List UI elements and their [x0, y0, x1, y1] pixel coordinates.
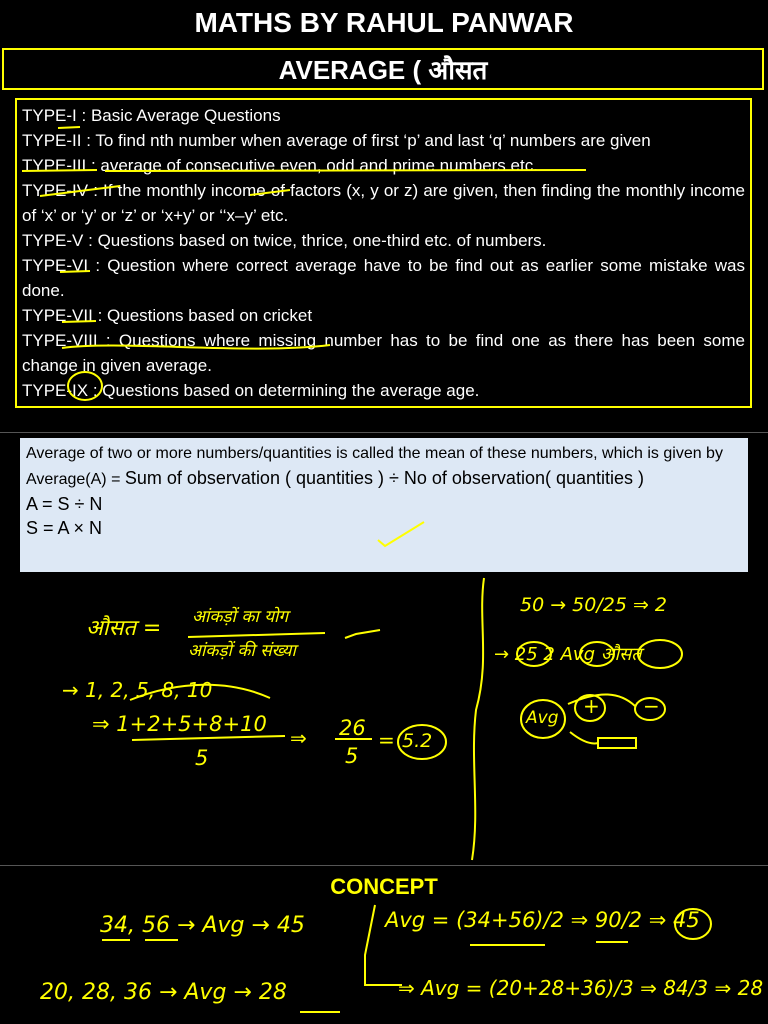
concept-example-1-right: Avg = (34+56)/2 ⇒ 90/2 ⇒ 45 — [385, 908, 700, 932]
example-series: → 1, 2, 5, 8, 10 — [62, 678, 213, 702]
hindi-denominator: आंकड़ों की संख्या — [188, 641, 296, 661]
formula-text: Sum of observation ( quantities ) ÷ No of observation( quantities ) — [124, 468, 645, 488]
fraction-denominator: 5 — [345, 744, 359, 768]
fraction-numerator: 26 — [339, 716, 366, 740]
definition-text: Average of two or more numbers/quantities is called the mean of these numbers, which is given by — [26, 445, 723, 462]
right-note-mid: → 25 2 Avg औसत — [494, 644, 642, 665]
type-item-2: TYPE-II : To find nth number when average of first ‘p’ and last ‘q’ numbers are given — [22, 131, 651, 150]
equals-sign: = — [378, 728, 395, 752]
type-item-8: TYPE-VIII : Questions where missing number has to be find one as there has been some change in given average. — [22, 331, 745, 375]
formula-label: Average(A) = — [26, 471, 125, 488]
divider — [0, 865, 768, 866]
page-title: MATHS BY RAHUL PANWAR — [194, 7, 574, 38]
concept-example-1-left: 34, 56 → Avg → 45 — [100, 913, 305, 938]
type-item-3: TYPE-III : average of consecutive even, odd and prime numbers etc. — [22, 156, 538, 175]
plus-sign: + — [583, 694, 600, 718]
avg-bubble: Avg — [526, 708, 559, 728]
result-value: 5.2 — [402, 730, 433, 752]
sum-denominator: 5 — [195, 746, 209, 770]
type-item-6: TYPE-VI : Question where correct average have to be find out as earlier some mistake was done. — [22, 256, 745, 300]
type-item-7: TYPE-VII : Questions based on cricket — [22, 306, 313, 325]
type-item-4: TYPE-IV : If the monthly income of factors (x, y or z) are given, then finding the monthly income of ‘x’ or ‘y’ or ‘z’ or ‘x+y’ or ‘‘x–y’ etc. — [22, 181, 745, 225]
arrow-icon: ⇒ — [290, 726, 307, 750]
minus-sign: − — [643, 694, 660, 718]
hindi-average-label: औसत = — [86, 616, 162, 641]
concept-example-2-right: ⇒ Avg = (20+28+36)/3 ⇒ 84/3 ⇒ 28 — [398, 976, 764, 1000]
concept-heading: CONCEPT — [330, 874, 438, 899]
type-item-5: TYPE-V : Questions based on twice, thrice, one-third etc. of numbers. — [22, 231, 547, 250]
right-note-top: 50 → 50/25 ⇒ 2 — [520, 594, 668, 616]
section-title: AVERAGE ( औसत — [2, 48, 764, 90]
equation-a: A = S ÷ N — [26, 494, 103, 514]
type-item-9: TYPE-IX : Questions based on determining the average age. — [22, 381, 480, 400]
concept-example-2-left: 20, 28, 36 → Avg → 28 — [40, 980, 287, 1005]
equation-s: S = A × N — [26, 518, 103, 538]
type-item-1: TYPE-I : Basic Average Questions — [22, 106, 281, 125]
hindi-numerator: आंकड़ों का योग — [192, 607, 289, 627]
sum-expression: ⇒ 1+2+5+8+10 — [92, 712, 267, 736]
